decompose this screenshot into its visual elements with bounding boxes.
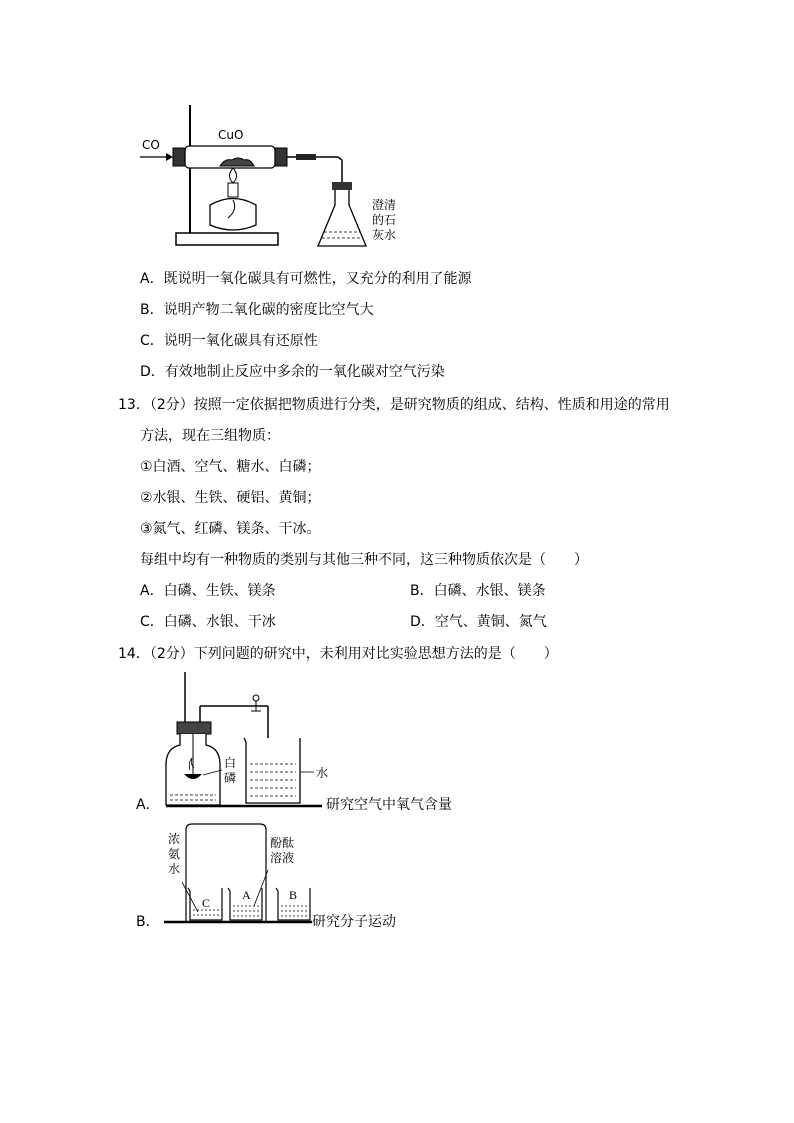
q13-stem-line1: 13．（2分）按照一定依据把物质进行分类，是研究物质的组成、结构、性质和用途的常用 — [118, 397, 670, 413]
q12-option-d: D．有效地制止反应中多余的一氧化碳对空气污染 — [140, 364, 445, 380]
q13-option-c: C．白磷、水银、干冰 — [140, 614, 276, 630]
q13-question: 每组中均有一种物质的类别与其他三种不同，这三种物质依次是（ ） — [140, 552, 588, 568]
cuo-label: CuO — [218, 128, 244, 142]
beaker-c-label: C — [202, 896, 211, 910]
white-phosphorus-label: 白磷 — [224, 756, 237, 785]
water-label: 水 — [316, 766, 329, 780]
q14-option-a-caption: 研究空气中氧气含量 — [326, 797, 452, 813]
beaker-b-label: B — [289, 888, 298, 902]
q12-option-a: A．既说明一氧化碳具有可燃性，又充分的利用了能源 — [140, 271, 472, 287]
phenolphthalein-label: 酚酞溶液 — [270, 836, 295, 865]
q13-option-d: D．空气、黄铜、氮气 — [410, 614, 547, 630]
q13-option-a: A．白磷、生铁、镁条 — [140, 583, 276, 599]
q13-group-2: ②水银、生铁、硬铝、黄铜； — [140, 490, 321, 506]
q13-option-b: B．白磷、水银、镁条 — [410, 583, 546, 599]
ammonia-label: 浓氨水 — [168, 832, 181, 876]
q12-option-c: C．说明一氧化碳具有还原性 — [140, 333, 318, 349]
q13-stem-line2: 方法，现在三组物质： — [140, 428, 280, 444]
co-label: CO — [142, 138, 160, 152]
q13-group-1: ①白酒、空气、糖水、白磷； — [140, 459, 321, 475]
q12-option-b: B．说明产物二氧化碳的密度比空气大 — [140, 302, 374, 318]
q14-option-a-letter: A． — [136, 797, 160, 813]
q14-option-b-caption: 研究分子运动 — [312, 914, 396, 930]
q14-stem: 14．（2分）下列问题的研究中，未利用对比实验思想方法的是（ ） — [118, 646, 558, 662]
q13-group-3: ③氮气、红磷、镁条、干冰。 — [140, 521, 321, 537]
limewater-label: 澄清的石灰水 — [372, 198, 397, 242]
beaker-a-label: A — [242, 888, 251, 902]
q14-option-b-letter: B． — [136, 914, 160, 930]
